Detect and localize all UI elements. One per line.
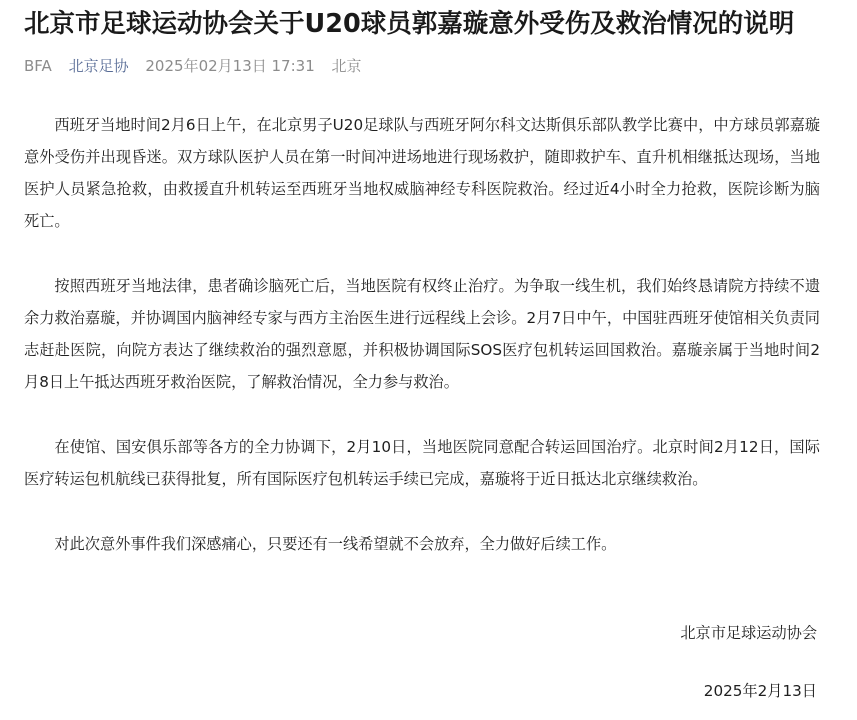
paragraph-1: 西班牙当地时间2月6日上午，在北京男子U20足球队与西班牙阿尔科文达斯俱乐部队教学比赛中，中方球员郭嘉璇意外受伤并出现昏迷。双方球队医护人员在第一时间冲进场地进行现场救护，随即救护车、直升机相继抵达现场，当地医护人员紧急抢救，由救援直升机转运至西班牙当地权威脑神经专科医院救治。经过近4小时全力抢救，医院诊断为脑死亡。	[24, 116, 820, 230]
meta-datetime: 2025年02月13日 17:31	[145, 57, 315, 75]
signature-date: 2025年2月13日	[703, 682, 817, 700]
article-meta	[24, 55, 833, 77]
meta-account-link[interactable]: 北京足协	[68, 57, 129, 75]
article-body	[24, 109, 833, 560]
signature-organization: 北京市足球运动协会	[680, 624, 817, 642]
meta-location: 北京	[331, 57, 362, 75]
meta-source: BFA	[24, 57, 52, 75]
paragraph-3: 在使馆、国安俱乐部等各方的全力协调下，2月10日，当地医院同意配合转运回国治疗。北京时间2月12日，国际医疗转运包机航线已获得批复，所有国际医疗包机转运手续已完成，嘉璇将于近日抵达北京继续救治。	[24, 438, 820, 488]
paragraph-4: 对此次意外事件我们深感痛心，只要还有一线希望就不会放弃，全力做好后续工作。	[54, 535, 617, 553]
article-title: 北京市足球运动协会关于U20球员郭嘉璇意外受伤及救治情况的说明	[24, 9, 795, 39]
paragraph-2: 按照西班牙当地法律，患者确诊脑死亡后，当地医院有权终止治疗。为争取一线生机，我们始终恳请院方持续不遗余力救治嘉璇，并协调国内脑神经专家与西方主治医生进行远程线上会诊。2月7日中午，中国驻西班牙使馆相关负责同志赶赴医院，向院方表达了继续救治的强烈意愿，并积极协调国际SOS医疗包机转运回国救治。嘉璇亲属于当地时间2月8日上午抵达西班牙救治医院，了解救治情况，全力参与救治。	[24, 277, 820, 391]
